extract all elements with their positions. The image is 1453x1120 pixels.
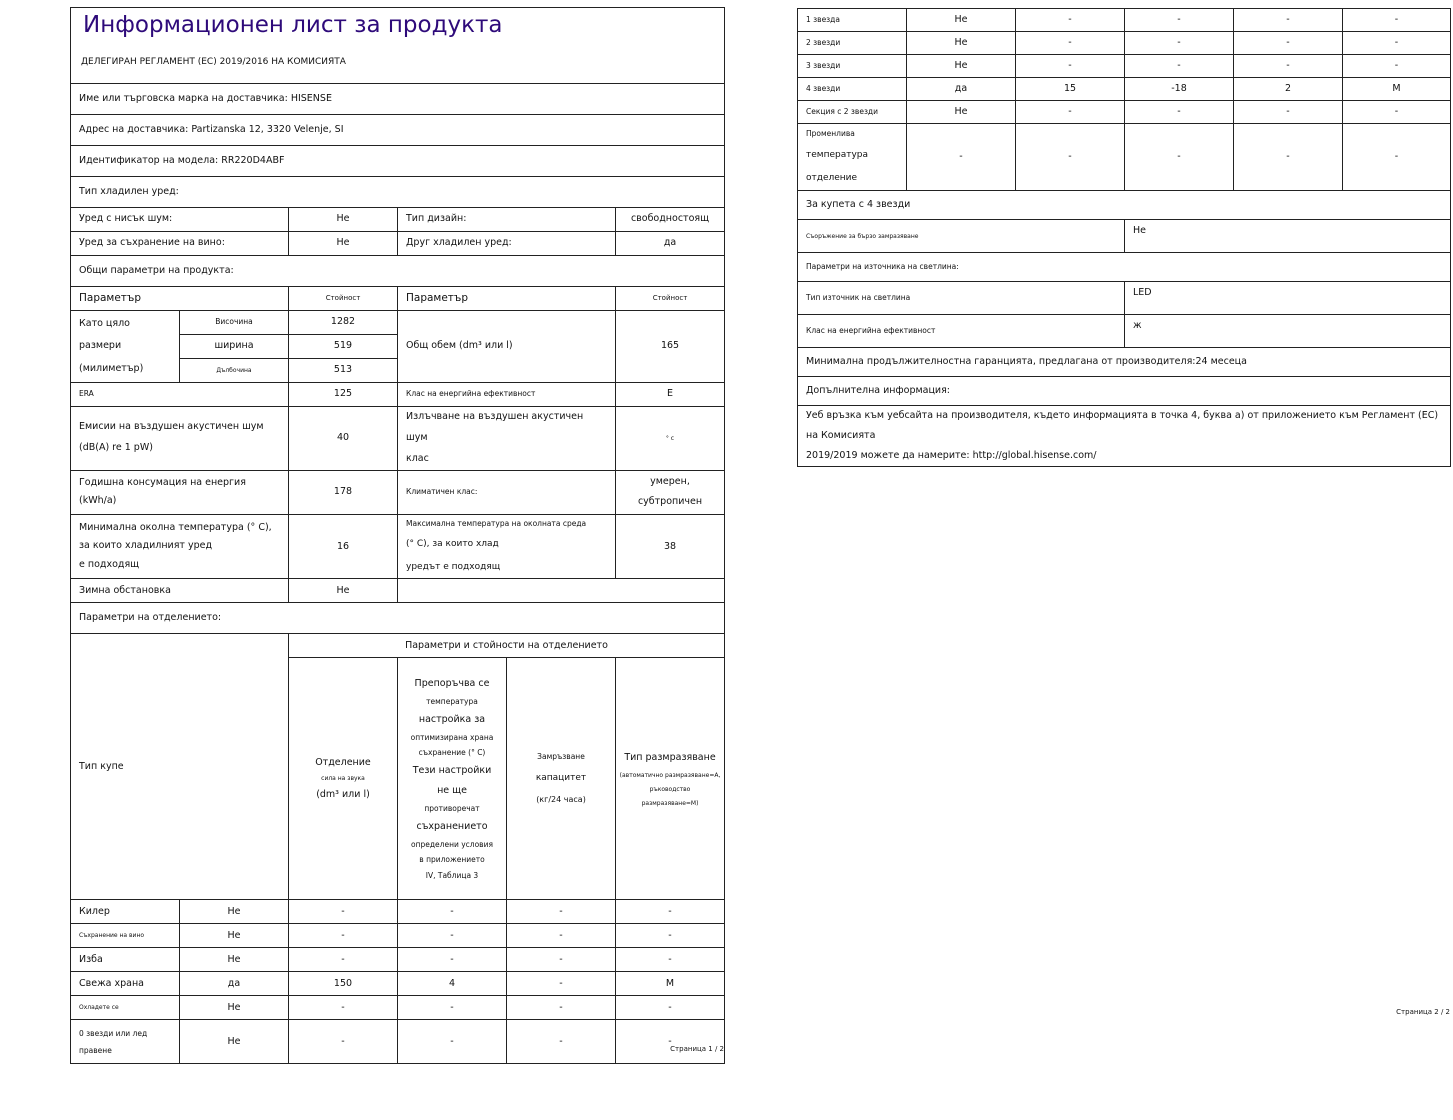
page-number: Страница 1 / 2 [670,1045,724,1053]
compartment-name: Изба [71,948,180,972]
compartment-type-label: Тип купе [71,634,289,900]
compartment-row [71,900,725,924]
col-defrost-line: размразяване=M) [641,799,699,807]
era-label: ERA [71,383,289,407]
variable-line: Променлива [806,129,855,138]
star-freeze: 2 [1234,78,1343,101]
star-present: Не [907,32,1016,55]
star-temp: - [1125,55,1234,78]
compartment-volume: - [289,996,398,1020]
climate-class-line: умерен, [650,476,690,488]
compartment-values-header: Параметри и стойности на отделението [289,634,725,658]
width-value: 519 [289,335,398,359]
supplier-row: Име или търговска марка на доставчика: HISENSE [71,84,725,115]
col-freeze-line: капацитет [535,773,587,784]
compartment-temp: 4 [398,972,507,996]
product-info-table [70,7,725,1064]
compartment-freeze: - [507,996,616,1020]
variable-freeze: - [1234,124,1343,191]
star-name: 4 звезди [798,78,907,101]
address-row: Адрес на доставчика: Partizanska 12, 3320 Velenje, SI [71,115,725,146]
compartment-defrost: - [616,996,725,1020]
star-defrost: - [1343,101,1451,124]
star-name: Секция с 2 звезди [798,101,907,124]
star-defrost: M [1343,78,1451,101]
compartment-present: Не [180,924,289,948]
star-name: 2 звезди [798,32,907,55]
col-temp-line: температура [426,696,478,706]
variable-temp: - [1125,124,1234,191]
star-defrost: - [1343,9,1451,32]
col-defrost-header [616,658,725,900]
compartment-temp: - [398,900,507,924]
value-header-right: Стойност [616,287,725,311]
star-row [798,101,1451,124]
light-class-value: ж [1125,315,1451,348]
climate-class-label: Климатичен клас: [398,470,616,514]
col-defrost-line: (автоматично размразяване=A, [619,772,721,780]
compartment-freeze: - [507,924,616,948]
web-link-line: 2019/2019 можете да намерите: http://global.hisense.com/ [806,450,1097,462]
noise-emission-label [71,407,289,471]
compartment-defrost: M [616,972,725,996]
wine-label: Уред за съхранение на вино: [71,232,289,256]
compartment-params-row: Параметри на отделението: [71,603,725,634]
compartment-present: Не [180,996,289,1020]
compartment-name: Съхранение на вино [71,924,180,948]
col-volume-header [289,658,398,900]
min-temp-label [71,514,289,579]
additional-info-row: Допълнителна информация: [798,377,1451,406]
zero-star-temp: - [398,1020,507,1064]
star-temp: - [1125,32,1234,55]
web-link-row [798,406,1451,467]
col-temp-line: определени условия [411,839,493,849]
star-name: 3 звезди [798,55,907,78]
col-volume-line: (dm³ или l) [316,789,370,801]
noise-class-value: ° c [616,407,725,471]
col-defrost-line: ръководство [649,785,691,793]
warranty-row: Минимална продължителностна гаранцията, предлагана от производителя:24 месеца [798,348,1451,377]
max-temp-line: уредът е подходящ [406,561,501,572]
col-temp-line: в приложението [419,855,485,865]
col-volume-line: сила на звука [321,774,365,782]
four-star-header: За купета с 4 звезди [798,191,1451,220]
col-freeze-header [507,658,616,900]
web-link-line: Уеб връзка към уебсайта на производителя, където информацията в точка 4, буква а) от приложението към Регламент (ЕС) на Комисията [806,410,1439,442]
star-temp: - [1125,9,1234,32]
regulation-text: ДЕЛЕГИРАН РЕГЛАМЕНТ (ЕС) 2019/2016 НА КОМИСИЯТА [81,56,346,67]
page-title: Информационен лист за продукта [83,12,503,38]
max-temp-value: 38 [616,514,725,579]
zero-star-volume: - [289,1020,398,1064]
quick-freeze-label: Съоръжение за бързо замразяване [798,220,1125,253]
compartment-volume: 150 [289,972,398,996]
col-temp-header [398,658,507,900]
min-temp-line: Минимална околна температура (° C), [79,521,272,533]
col-temp-line: противоречат [424,803,480,813]
zero-star-freeze: - [507,1020,616,1064]
star-volume: - [1016,9,1125,32]
appliance-type-row: Тип хладилен уред: [71,177,725,208]
star-rows [798,9,1451,124]
compartment-freeze: - [507,972,616,996]
compartment-defrost: - [616,924,725,948]
zero-star-present: Не [180,1020,289,1064]
max-temp-line: Максимална температура на околната среда [406,518,587,528]
compartment-freeze: - [507,900,616,924]
star-volume: - [1016,32,1125,55]
light-type-label: Тип източник на светлина [798,282,1125,315]
star-present: да [907,78,1016,101]
quick-freeze-value: Не [1125,220,1451,253]
star-present: Не [907,9,1016,32]
variable-label [798,124,907,191]
value-header-left: Стойност [289,287,398,311]
star-freeze: - [1234,32,1343,55]
compartment-present: Не [180,948,289,972]
compartment-name: Свежа храна [71,972,180,996]
variable-volume: - [1016,124,1125,191]
star-row [798,32,1451,55]
compartment-present: Не [180,900,289,924]
compartment-name: Охладете се [71,996,180,1020]
variable-line: отделение [806,172,858,183]
compartment-temp: - [398,996,507,1020]
compartment-table-continued [797,8,1451,467]
star-present: Не [907,101,1016,124]
col-temp-line: Препоръчва се [414,677,490,689]
model-row: Идентификатор на модела: RR220D4ABF [71,146,725,177]
star-row [798,9,1451,32]
page-1 [70,7,724,1064]
star-name: 1 звезда [798,9,907,32]
star-defrost: - [1343,55,1451,78]
star-freeze: - [1234,101,1343,124]
climate-class-value [616,470,725,514]
param-header-left: Параметър [71,287,289,311]
climate-class-line: субтропичен [637,496,703,508]
height-value: 1282 [289,311,398,335]
header-cell [71,8,725,84]
star-freeze: - [1234,55,1343,78]
compartment-row [71,972,725,996]
col-volume-line: Отделение [315,756,371,768]
winter-value: Не [289,579,398,603]
noise-emission-line: (dB(A) re 1 pW) [79,442,153,454]
star-row [798,55,1451,78]
dims-label-line: Като цяло [79,318,130,330]
other-label: Друг хладилен уред: [398,232,616,256]
low-noise-value: Не [289,208,398,232]
annual-energy-label: Годишна консумация на енергия (kWh/a) [71,470,289,514]
light-type-value: LED [1125,282,1451,315]
energy-class-label: Клас на енергийна ефективност [398,383,616,407]
low-noise-label: Уред с нисък шум: [71,208,289,232]
noise-emission-value: 40 [289,407,398,471]
compartment-row [71,924,725,948]
max-temp-line: (° C), за които хлад [406,539,499,550]
light-class-label: Клас на енергийна ефективност [798,315,1125,348]
min-temp-line: за които хладилният уред [79,540,213,552]
compartment-defrost: - [616,948,725,972]
noise-emission-line: Емисии на въздушен акустичен шум [79,421,264,433]
compartment-row [71,996,725,1020]
zero-star-defrost: - [616,1020,725,1064]
star-temp: -18 [1125,78,1234,101]
variable-line: температура [806,149,869,160]
compartment-freeze: - [507,948,616,972]
page-number: Страница 2 / 2 [1396,1008,1450,1016]
star-volume: - [1016,55,1125,78]
min-temp-line: е подходящ [79,558,140,570]
compartment-row [71,948,725,972]
col-defrost-line: Тип размразяване [624,752,716,764]
noise-class-line: Излъчване на въздушен акустичен шум [406,411,584,443]
compartment-volume: - [289,900,398,924]
compartment-present: да [180,972,289,996]
param-header-right: Параметър [398,287,616,311]
height-label: Височина [180,311,289,335]
col-freeze-line: Замръзване [537,752,585,762]
star-defrost: - [1343,32,1451,55]
zero-star-label [71,1020,180,1064]
width-label: ширина [180,335,289,359]
dims-label [71,311,180,383]
design-type-label: Тип дизайн: [398,208,616,232]
col-temp-line: съхранението [416,820,488,832]
max-temp-label [398,514,616,579]
noise-class-line: клас [406,452,429,464]
era-value: 125 [289,383,398,407]
compartment-temp: - [398,948,507,972]
star-row [798,78,1451,101]
wine-value: Не [289,232,398,256]
col-temp-line: настройка за [418,713,486,725]
compartment-defrost: - [616,900,725,924]
page-2 [797,8,1450,1016]
design-type-value: свободностоящ [616,208,725,232]
variable-present: - [907,124,1016,191]
star-volume: 15 [1016,78,1125,101]
light-params-row: Параметри на източника на светлина: [798,253,1451,282]
col-temp-line: Тези настройки [412,765,492,777]
empty-cell [398,579,725,603]
col-temp-line: оптимизирана храна [410,732,494,742]
compartment-temp: - [398,924,507,948]
dims-label-line: размери [79,340,122,352]
compartment-volume: - [289,924,398,948]
star-volume: - [1016,101,1125,124]
depth-label: Дълбочина [180,359,289,383]
col-temp-line: IV, Таблица 3 [425,871,479,881]
col-temp-line: съхранение (° C) [418,748,486,758]
depth-value: 513 [289,359,398,383]
variable-defrost: - [1343,124,1451,191]
zero-star-line: 0 звезди или лед [79,1028,148,1038]
zero-star-line: правене [79,1045,112,1055]
compartment-name: Килер [71,900,180,924]
dims-label-line: (милиметър) [79,362,144,374]
total-volume-label: Общ обем (dm³ или l) [398,311,616,383]
star-present: Не [907,55,1016,78]
general-params-row: Общи параметри на продукта: [71,256,725,287]
energy-class-value: E [616,383,725,407]
star-temp: - [1125,101,1234,124]
col-temp-line: не ще [437,785,467,797]
annual-energy-value: 178 [289,470,398,514]
compartment-rows [71,900,725,1020]
total-volume-value: 165 [616,311,725,383]
compartment-volume: - [289,948,398,972]
noise-class-label [398,407,616,471]
winter-label: Зимна обстановка [71,579,289,603]
min-temp-value: 16 [289,514,398,579]
other-value: да [616,232,725,256]
col-freeze-line: (кг/24 часа) [536,794,586,804]
star-freeze: - [1234,9,1343,32]
